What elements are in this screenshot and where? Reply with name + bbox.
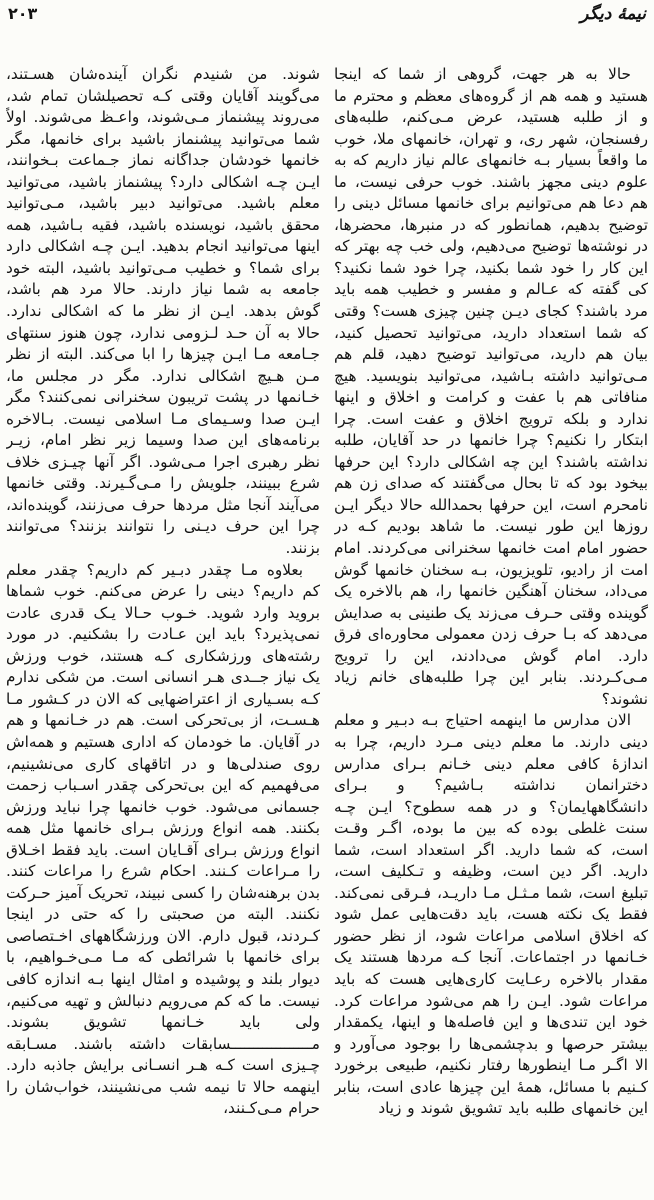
page-header	[8, 4, 646, 38]
paragraph: الان مدارس ما اینهمه احتیاج بـه دبـیر و معلم دینی دارند. ما معلم دینی مـرد داریم، چرا به اندازهٔ کافی معلم دینی خـانم بـرای مدارس دخترانمان نداشته بـاشیم؟ و بـرای دانشگاههایمان؟ و در همه سطوح؟ ایـن چـه سنت غلطی بوده که بین ما بوده، اگـر وقـت است، که شما دارید. اگر استعداد است، شما دارید. اگر دین است، وظیفه و تـکلیف است، تبلیغ است، شما مـثـل مـا داریـد، فـرقی نمی‌کند. فقط یک نکته هست، باید دقت‌هایی عمل شود که اخلاق اسلامی مراعات شود، از نظر حضور خـانمها در اجتماعات. آنجا کـه مردها هستند یک مقدار بالاخره رعـایت کاری‌هایی هست که باید مراعات شود. ایـن را هم می‌شود مراعات کرد. خود این تندی‌ها و این فاصله‌ها و اینها، یکمقدار بیشتر حرصها و بدچشمی‌ها را بوجود می‌آورد و الا اگـر مـا اینطورها رفتار نکنیم، طبیعی برخورد کـنیم با مسائل، همهٔ این چیزها عادی است، بنابر این خانمهای طلبه باید تشویق شوند و زیاد	[334, 711, 648, 1118]
text-column-right	[334, 64, 648, 1192]
paragraph: شوند. من شنیدم نگران آینده‌شان هسـتند، می‌گویند آقایان وقتی کـه تحصیلشان تمام شد، می‌روند پیشنماز مـی‌شوند، واعـظ می‌شوند. اولاً شما می‌توانید پیشنماز باشید برای خانمها، مگر خانمها خودشان جداگانه نماز جـماعت بـخوانند، ایـن چـه اشکالی دارد؟ پیشنماز باشید، می‌توانید معلم باشید. می‌توانید دبیر باشید، مـی‌توانید محقق باشید، نویسنده باشید، فقیه بـاشید، همه اینها می‌توانید انجام بدهید. ایـن چـه اشکالی دارد برای شما؟ و خطیب مـی‌توانید باشید، البته خود جامعه به شما نیاز دارند. حالا مرد هم باشد، گوش بدهد. ایـن از نظر ما که اشکالی ندارد. حالا به آن حـد لـزومی ندارد، چون هنوز سنتهای جـامعه مـا ایـن چیزها را ابا می‌کند. البته از نظر مـن هـیچ اشکالی ندارد. مگر در مجلس ما، خـانمها در پشت تریبون سخنرانی نمی‌کنند؟ مگر ایـن صدا وسـیمای مـا اسلامی نیست. بـالاخره برنامه‌های این صدا وسیما زیر نظر امام، زیـر نظر رهبری اجرا مـی‌شود. اگر آنها چیـزی خلاف شرع ببینند، جلویش را مـی‌گـیرند. وقتی خانمها می‌آیند آنجا مثل مردها حرف می‌زنند، گوینده‌اند، چرا این حرف دیـنی را نتوانند بزنند؟ می‌توانند بزنند.	[6, 65, 320, 558]
article-body	[6, 64, 648, 1192]
journal-title: نیمهٔ دیگر	[580, 4, 646, 24]
paragraph: بعلاوه مـا چقدر دبـیر کم داریم؟ چقدر معلم کم داریم؟ دینی را عرض می‌کنم. خوب شماها بروید وارد شوید. خـوب حـالا یـک قدری عادت نمی‌پذیرد؟ باید این عـادت را بشکنیم. در مورد رشته‌های ورزشکاری کـه هستند، خوب ورزش یک نیاز جــدی هـر انسانی است. من شکی ندارم کـه بسـیاری از اعتراضهایی که الان در کـشور مـا هـسـت، از بی‌تحرکی است. هم در خـانمها و هم در آقایان. ما خودمان که اداری هستیم و همه‌اش روی صندلی‌ها و در اتاقهای کاری می‌نشینیم، می‌فهمیم که این بی‌تحرکی چقدر اسـباب زحمت جسمانی می‌شود. خوب خانمها چرا نباید ورزش بکنند. همه انواع ورزش بـرای خانمها مثل همه انواع ورزش بـرای آقـایان است. باید فقط اخـلاق را مـراعات کـنند. احکام شرع را مراعات کنند. بدن برهنه‌شان را کسی نبیند، تحریک آمیز حـرکت نکنند. البته من صحبتی را که حتی در اینجا کـردند، قبول دارم. الان ورزشگاههای اخـتصاصی برای خانمها با شرائطی که مـا مـی‌خـواهیم، با دیوار بلند و پوشیده و امثال اینها بـه اندازه کافی نیست. ما که کم می‌رویم دنبالش و تهیه می‌کنیم، ولی باید خـانمها تشویق بشوند. مــــــــــــــــــسابقات داشته باشند. مسـابقه چـیزی است کـه هـر انسـانی برایش جاذبه دارد. اینهمه حالا تا نیمه شب می‌نشینند، خواب‌شان را حرام مـی‌کـنند،	[6, 560, 320, 1118]
page-number: ۲۰۳	[8, 4, 38, 23]
paragraph: حالا به هر جهت، گروهی از شما که اینجا هستید و همه هم از گروه‌های معظم و محترم ما و از طلبه هستید، عرض مـی‌کنم، طلبه‌های رفسنجان، شهر ری، و تهران، خانمهای ملا، خوب ما واقعاً بسیار بـه خانمهای عالم نیاز داریم که به علوم دینی مجهز باشند. خوب حرفی نیست، ما هم دعا هم می‌توانیم برای خانمها مسائل دینی را توضیح بدهیم، همانطور که در منبرها، محضرها، در نوشته‌ها توضیح می‌دهیم، ولی خب چه بهتر که این کار را خود شما بکنید، چرا خود شما نکنید؟ کی گفته که عـالم و مفسر و خطیب همه باید مرد باشند؟ کجای دیـن چنین چیزی هست؟ وقتی که شما استعداد دارید، می‌توانید تحصیل کنید، بیان هم دارید، می‌توانید توضیح دهید، قلم هم مـی‌توانید داشته بـاشید، می‌توانید بنویسید. هیچ منافاتی هم با عفت و کرامت و اخلاق و اینها ندارد و بلکه ترویج اخلاق و عفت است. چرا ابتکار را نکنیم؟ چرا خانمها در حد آقایان، طلبه نداشته باشند؟ این چه اشکالی دارد؟ این حرفها بیخود بود که تا بحال می‌گفتند که صدای زن هم نامحرم است، این حرفها بحمدالله حالا دیگر ایـن روزها این طور نیست. ما شاهد بودیم کـه در حضور امام امت خانمها سخنرانی می‌کردند. امام امت از رادیو، تلویزیون، بـه سخنان خانمها گوش می‌داد، سخنان آهنگین خانمها را، هم بالاخره یک گوینده وقتی حـرف می‌زند یک طنینی به صدایش می‌دهد که بـا حرف زدن معمولی محاوره‌ای فرق دارد. امام گوش می‌دادند، این را ترویج مـی‌کـردند. بنابر این چرا طلبه‌های خانم زیاد نشوند؟	[334, 65, 648, 708]
text-column-left	[6, 64, 320, 1192]
